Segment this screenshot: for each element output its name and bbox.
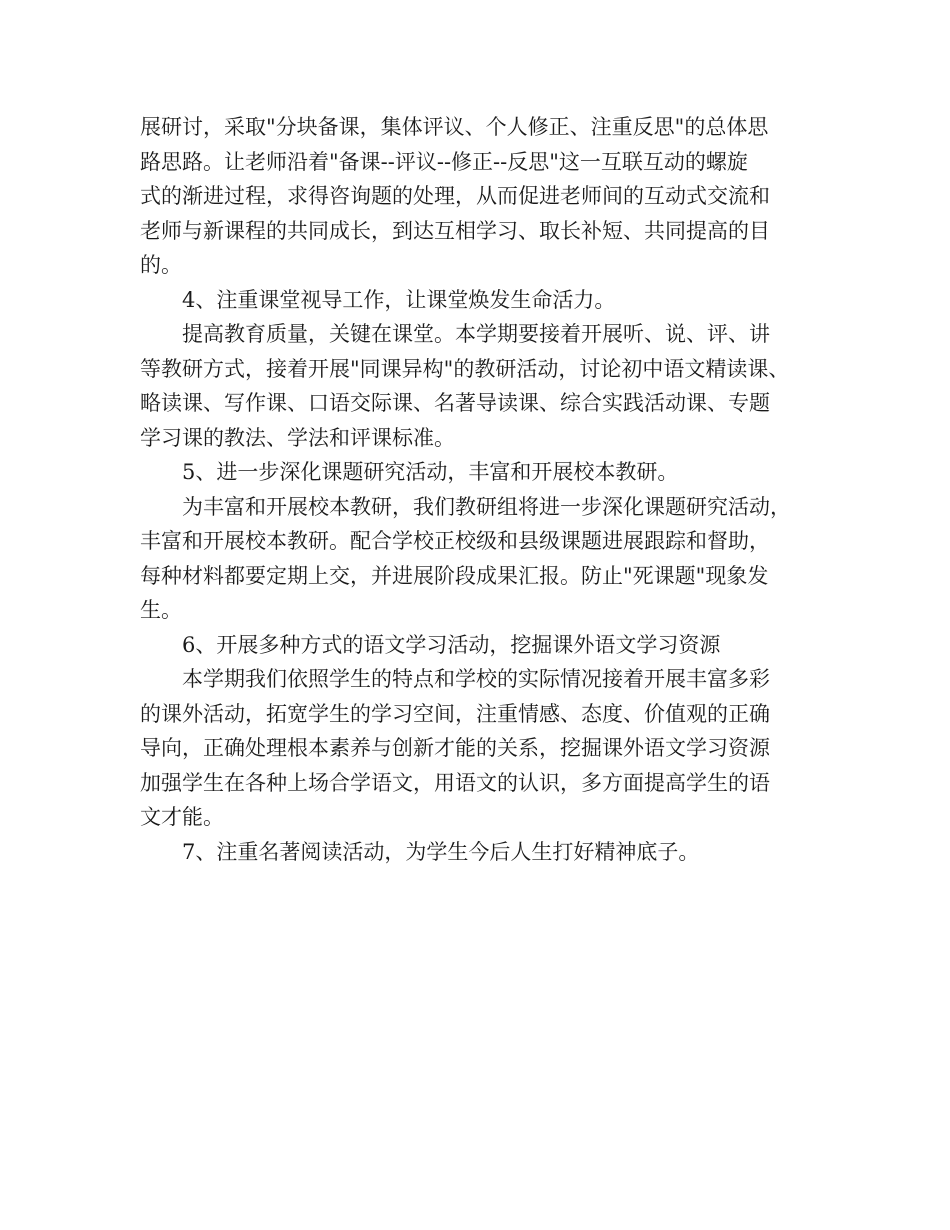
paragraph-activities — [140, 662, 820, 835]
text-line: 略读课、写作课、口语交际课、名著导读课、综合实践活动课、专题 — [140, 391, 770, 415]
text-line: 为丰富和开展校本教研，我们教研组将进一步深化课题研究活动， — [182, 494, 791, 519]
text-line: 丰富和开展校本教研。配合学校正校级和县级课题进展跟踪和督助， — [140, 529, 770, 553]
text-line: 展研讨，采取"分块备课，集体评议、个人修正、注重反思"的总体思 — [140, 115, 769, 139]
text-line: 式的渐进过程，求得咨询题的处理，从而促进老师间的互动式交流和 — [140, 184, 770, 208]
section-heading-6 — [140, 628, 820, 663]
text-line: 5、进一步深化课题研究活动，丰富和开展校本教研。 — [182, 460, 679, 484]
text-line: 生。 — [140, 598, 182, 622]
text-line: 加强学生在各种上场合学语文，用语文的认识，多方面提高学生的语 — [140, 770, 770, 795]
section-heading-7 — [140, 835, 820, 870]
paragraph-classroom — [140, 317, 820, 455]
section-heading-5 — [140, 455, 820, 490]
text-line: 路思路。让老师沿着"备课--评议--修正--反思"这一互联互动的螺旋 — [140, 149, 748, 174]
text-line: 的。 — [140, 253, 182, 277]
document-body — [140, 110, 820, 869]
text-line: 本学期我们依照学生的特点和学校的实际情况接着开展丰富多彩 — [182, 667, 770, 691]
section-heading-4 — [140, 283, 820, 318]
text-line: 导向，正确处理根本素养与创新才能的关系，挖掘课外语文学习资源 — [140, 736, 770, 760]
paragraph-continuation — [140, 110, 820, 283]
paragraph-research — [140, 490, 820, 628]
text-line: 学习课的教法、学法和评课标准。 — [140, 425, 455, 450]
text-line: 提高教育质量，关键在课堂。本学期要接着开展听、说、评、讲 — [182, 322, 770, 346]
text-line: 老师与新课程的共同成长，到达互相学习、取长补短、共同提高的目 — [140, 218, 770, 243]
text-line: 的课外活动，拓宽学生的学习空间，注重情感、态度、价值观的正确 — [140, 701, 770, 726]
text-line: 7、注重名著阅读活动，为学生今后人生打好精神底子。 — [182, 839, 700, 864]
text-line: 4、注重课堂视导工作，让课堂焕发生命活力。 — [182, 287, 616, 312]
text-line: 文才能。 — [140, 805, 224, 829]
text-line: 每种材料都要定期上交，并进展阶段成果汇报。防止"死课题"现象发 — [140, 563, 769, 588]
text-line: 等教研方式，接着开展"同课异构"的教研活动，讨论初中语文精读课、 — [140, 356, 790, 381]
text-line: 6、开展多种方式的语文学习活动，挖掘课外语文学习资源 — [182, 632, 721, 657]
